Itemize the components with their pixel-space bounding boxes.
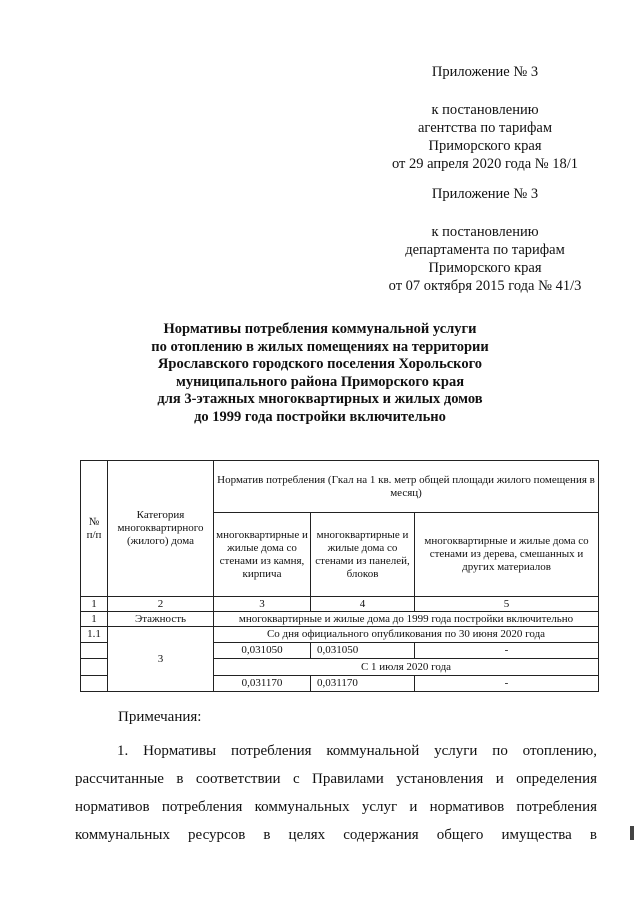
column-number: 5 [415,597,599,612]
title-line: Ярославского городского поселения Хорольского [157,356,483,373]
norms-table [80,460,599,692]
column-number: 1 [81,597,108,612]
appendix-line: департамента по тарифам [405,242,565,258]
norm-value: 0,031170 [311,676,415,692]
appendix-title: Приложение № 3 [431,186,539,202]
header-norm: Норматив потребления (Гкал на 1 кв. метр общей площади жилого помещения в месяц) [214,461,599,513]
title-line: для 3-этажных многоквартирных и жилых домов [157,391,483,408]
norm-value: - [415,676,599,692]
notes-heading: Примечания: [118,709,202,725]
note-line: нормативов потребления коммунальных услуг и нормативов потребления [75,799,597,815]
norm-value: - [415,643,599,659]
appendix-title: Приложение № 3 [431,64,539,80]
appendix-header-1 [370,63,600,173]
document-title [60,321,580,427]
appendix-header-2 [370,185,600,295]
note-line: рассчитанные в соответствии с Правилами установления и определения [75,771,597,787]
header-panel: многоквартирные и жилые дома со стенами из панелей, блоков [311,513,415,597]
appendix-line: агентства по тарифам [418,120,552,136]
table-row [81,612,599,627]
header-wood: многоквартирные и жилые дома со стенами из дерева, смешанных и других материалов [415,513,599,597]
title-line: муниципального района Приморского края [175,373,465,390]
appendix-line: от 29 апреля 2020 года № 18/1 [391,156,579,172]
appendix-line: от 07 октября 2015 года № 41/3 [388,278,582,294]
column-number: 2 [108,597,214,612]
row-category: 3 [108,627,214,692]
title-line: до 1999 года постройки включительно [194,408,446,425]
appendix-line: к постановлению [431,224,539,240]
row-number: 1.1 [81,627,108,643]
appendix-line: Приморского края [428,138,542,154]
appendix-line: Приморского края [428,260,542,276]
norm-value: 0,031170 [214,676,311,692]
note-line: 1. Нормативы потребления коммунальной услуги по отоплению, [117,743,597,759]
column-number: 3 [214,597,311,612]
table-row [81,597,599,612]
appendix-line: к постановлению [431,102,539,118]
note-line: коммунальных ресурсов в целях содержания общего имущества в [75,827,597,843]
row-number: 1 [81,612,108,627]
period-label: Со дня официального опубликования по 30 июня 2020 года [214,627,599,643]
norm-value: 0,031050 [214,643,311,659]
title-line: Нормативы потребления коммунальной услуги [163,321,477,337]
header-number: № п/п [81,461,108,597]
row-category: Этажность [108,612,214,627]
table-row [81,627,599,643]
header-brick: многоквартирные и жилые дома со стенами из камня, кирпича [214,513,311,597]
header-category: Категория многоквартирного (жилого) дома [108,461,214,597]
column-number: 4 [311,597,415,612]
notes-body [75,737,597,849]
title-line: по отоплению в жилых помещениях на территории [151,338,489,355]
scan-mark [630,826,634,840]
period-label: С 1 июля 2020 года [214,659,599,676]
norm-value: 0,031050 [311,643,415,659]
row-value: многоквартирные и жилые дома до 1999 года постройки включительно [214,612,599,627]
